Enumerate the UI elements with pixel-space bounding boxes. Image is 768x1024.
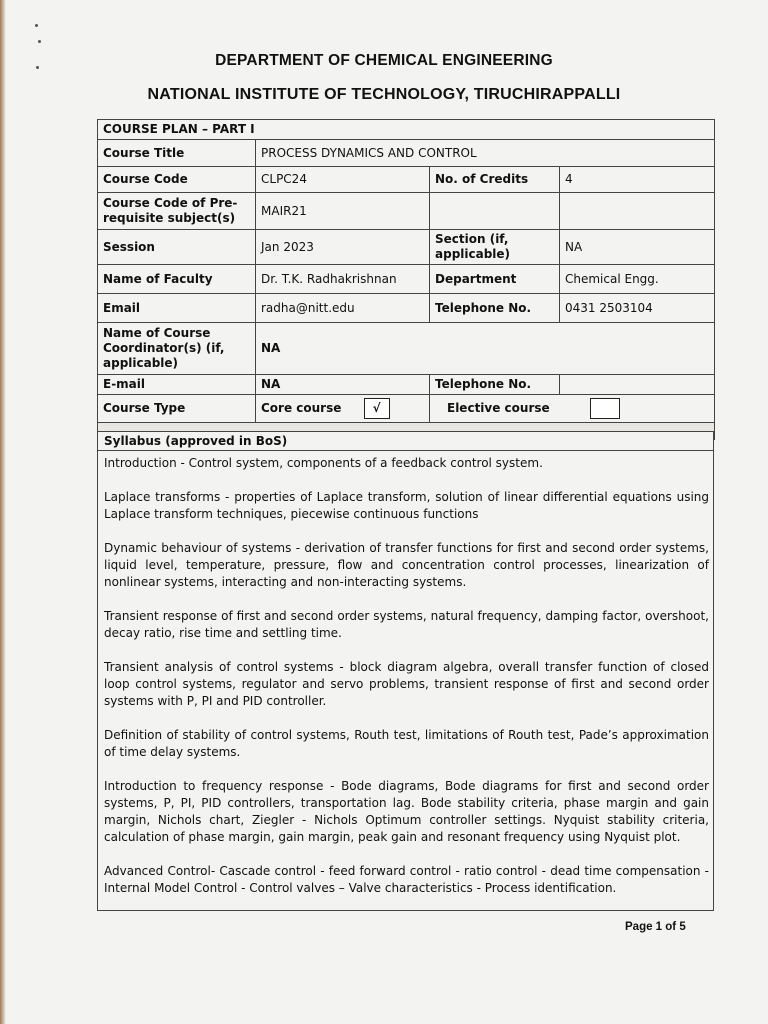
section-value: NA: [560, 230, 715, 265]
coord-telephone-label: Telephone No.: [430, 375, 560, 395]
telephone-value: 0431 2503104: [560, 294, 715, 323]
credits-value: 4: [560, 167, 715, 193]
elective-course-cell: [430, 395, 715, 423]
email-value: radha@nitt.edu: [256, 294, 430, 323]
section-label: Section (if, applicable): [430, 230, 560, 265]
prereq-value: MAIR21: [256, 193, 430, 230]
syllabus-paragraph: Advanced Control- Cascade control - feed forward control - ratio control - dead time compensation - Internal Model Control - Control valves – Valve characteristics - Process identification.: [104, 864, 709, 895]
course-plan-title: COURSE PLAN – PART I: [98, 120, 715, 140]
core-course-label: Core course: [261, 401, 342, 415]
coordinator-label: Name of Course Coordinator(s) (if, applicable): [98, 323, 256, 375]
coord-email-value: NA: [256, 375, 430, 395]
course-type-label: Course Type: [98, 395, 256, 423]
syllabus-section: [97, 431, 714, 911]
course-plan-table: [97, 119, 715, 440]
faculty-label: Name of Faculty: [98, 265, 256, 294]
empty-cell: [560, 375, 715, 395]
prereq-label: Course Code of Pre-requisite subject(s): [98, 193, 256, 230]
coord-email-label: E-mail: [98, 375, 256, 395]
core-course-cell: [256, 395, 430, 423]
syllabus-paragraph: Dynamic behaviour of systems - derivation of transfer functions for first and second order systems, liquid level, temperature, pressure, flow and concentration control processes, linearization of nonlinear systems, interacting and non-interacting systems.: [104, 541, 709, 589]
telephone-label: Telephone No.: [430, 294, 560, 323]
syllabus-paragraph: Introduction to frequency response - Bode diagrams, Bode diagrams for first and second order systems, P, PI, PID controllers, transportation lag. Bode stability criteria, phase margin and gain margin, Nichols chart, Ziegler - Nichols Optimum controller settings. Nyquist stability criteria, calculation of phase margin, gain margin, peak gain and resonant frequency using Nyquist plot.: [104, 779, 709, 844]
page-edge-shadow: [0, 0, 6, 1024]
syllabus-title: Syllabus (approved in BoS): [98, 432, 713, 451]
course-title-value: PROCESS DYNAMICS AND CONTROL: [256, 140, 715, 167]
course-code-label: Course Code: [98, 167, 256, 193]
core-course-checkbox[interactable]: √: [364, 398, 390, 419]
course-code-value: CLPC24: [256, 167, 430, 193]
elective-course-checkbox[interactable]: [590, 398, 620, 419]
syllabus-paragraph: Laplace transforms - properties of Laplace transform, solution of linear differential equations using Laplace transform techniques, piecewise continuous functions: [104, 490, 709, 521]
syllabus-paragraph: Transient analysis of control systems - block diagram algebra, overall transfer function of closed loop control systems, regulator and servo problems, transient response of first and second order systems with P, PI and PID controller.: [104, 660, 709, 708]
department-heading: DEPARTMENT OF CHEMICAL ENGINEERING: [215, 52, 553, 69]
scan-speck: [38, 40, 41, 43]
coordinator-value: NA: [256, 323, 715, 375]
department-value: Chemical Engg.: [560, 265, 715, 294]
empty-cell: [560, 193, 715, 230]
empty-cell: [430, 193, 560, 230]
course-title-label: Course Title: [98, 140, 256, 167]
page-number: Page 1 of 5: [625, 921, 686, 933]
scan-speck: [35, 24, 38, 27]
email-label: Email: [98, 294, 256, 323]
department-label: Department: [430, 265, 560, 294]
syllabus-paragraph: Definition of stability of control systems, Routh test, limitations of Routh test, Pade’s approximation of time delay systems.: [104, 728, 709, 759]
credits-label: No. of Credits: [430, 167, 560, 193]
session-value: Jan 2023: [256, 230, 430, 265]
syllabus-paragraph: Introduction - Control system, components of a feedback control system.: [104, 456, 543, 470]
session-label: Session: [98, 230, 256, 265]
institute-heading: NATIONAL INSTITUTE OF TECHNOLOGY, TIRUCHIRAPPALLI: [147, 86, 621, 103]
faculty-value: Dr. T.K. Radhakrishnan: [256, 265, 430, 294]
syllabus-paragraph: Transient response of first and second order systems, natural frequency, damping factor, overshoot, decay ratio, rise time and settling time.: [104, 609, 709, 640]
syllabus-content: [98, 451, 713, 897]
elective-course-label: Elective course: [447, 401, 550, 415]
